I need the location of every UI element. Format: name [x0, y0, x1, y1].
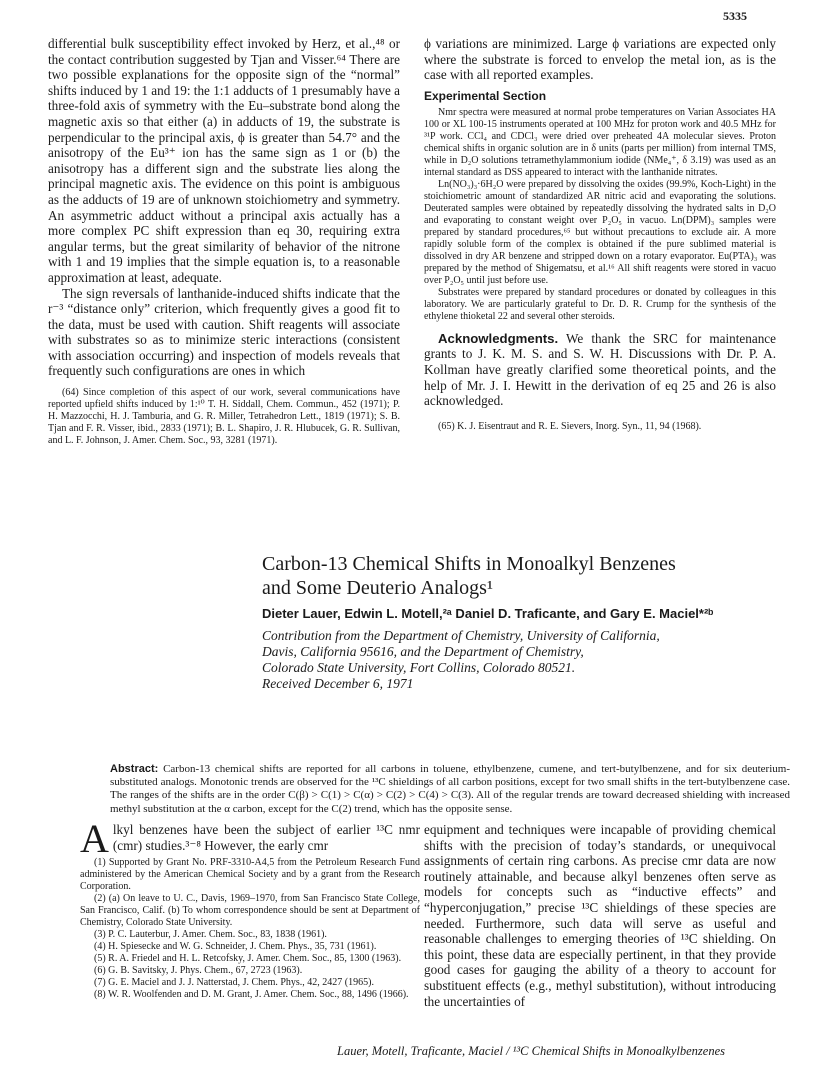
footnote-5: (5) R. A. Friedel and H. L. Retcofsky, J. Amer. Chem. Soc., 85, 1300 (1963).: [94, 953, 402, 965]
affiliation-line-3: Colorado State University, Fort Collins, Colorado 80521.: [262, 660, 576, 675]
author-list: Dieter Lauer, Edwin L. Motell,²ᵃ Daniel D. Traficante, and Gary E. Maciel*²ᵇ: [262, 606, 714, 621]
page-number: 5335: [723, 9, 747, 23]
affiliation-line-1: Contribution from the Department of Chemistry, University of California,: [262, 628, 660, 643]
abstract-text: Carbon-13 chemical shifts are reported for all carbons in toluene, ethylbenzene, cumene, and tert-butylbenzene, and for six deuterium-substituted analogs. Monotonic trends are observed for the ¹³C shieldings of all carbon positions, except for two small shifts in the tert-butylbenzene case. The ranges of the shifts are in the order C(β) > C(1) > C(α) > C(2) > C(4) > C(3). All of the regular trends are toward decreased shielding with increased methyl substitution at the α carbon, except for the C(2) trend, which has the opposite sense.: [110, 763, 790, 815]
affiliation: [262, 628, 660, 692]
right-column: [424, 36, 776, 433]
intro-left-text: lkyl benzenes have been the subject of earlier ¹³C nmr (cmr) studies.³⁻⁸ However, the early cmr: [112, 822, 420, 853]
acknowledgments-text: We thank the SRC for maintenance grants to J. K. M. S. and S. W. H. Discussions with Dr. P. A. Kollman have greatly clarified some theoretical points, and the help of Mr. J. I. Hewitt in the derivation of eq 25 and 26 is also acknowledged.: [424, 330, 776, 409]
footnote-65: (65) K. J. Eisentraut and R. E. Sievers, Inorg. Syn., 11, 94 (1968).: [438, 420, 702, 432]
drop-cap: A: [80, 816, 109, 861]
article-title: [262, 552, 676, 600]
footnote-64: (64) Since completion of this aspect of our work, several communications have reported upfield shifts induced by 1:¹⁰ T. H. Siddall, Chem. Commun., 452 (1971); P. H. Mazzocchi, H. J. Tamburia, and G. R. Miller, Tetrahedron Lett., 1819 (1971); S. B. Tjan and F. R. Visser, ibid., 2833 (1971); B. L. Shapiro, J. R. Hlubucek, G. R. Sullivan, and L. F. Johnson, J. Amer. Chem. Soc., 93, 3281 (1971).: [48, 387, 400, 447]
footnote-3: (3) P. C. Lauterbur, J. Amer. Chem. Soc., 83, 1838 (1961).: [94, 929, 327, 941]
article-title-line-1: Carbon-13 Chemical Shifts in Monoalkyl Benzenes: [262, 553, 676, 575]
intro-paragraph-right: equipment and techniques were incapable of providing chemical shifts with the precision of today’s standards, or unequivocal assignments of certain ring carbons. As precise cmr data are now routinely attainable, and because alkyl benzenes often serve as models for concepts such as “inductive effects” and “hyperconjugation,” precise ¹³C shieldings of these species are needed. Furthermore, such data will serve as useful and reasonable challenges to emerging theories of ¹³C shielding. On this point, these data are especially pertinent, in that they provide good cases for gauging the ability of a theory to account for substituent effects (e.g., methyl substitution), without introducing the uncertainties of: [424, 822, 776, 1009]
left-paragraph-2: The sign reversals of lanthanide-induced shifts indicate that the r⁻³ “distance only” criterion, which frequently gives a good fit to the data, must be used with caution. Shift reagents will associate with substrates so as to minimize steric interactions (consistent with association occurring) and inspection of models reveals that frequently such configurations are ones in which: [48, 285, 400, 379]
affiliation-line-2: Davis, California 95616, and the Department of Chemistry,: [262, 644, 584, 659]
footnote-8: (8) W. R. Woolfenden and D. M. Grant, J. Amer. Chem. Soc., 88, 1496 (1966).: [94, 989, 409, 1001]
experimental-section-heading: Experimental Section: [424, 88, 547, 103]
footnote-4: (4) H. Spiesecke and W. G. Schneider, J. Chem. Phys., 35, 731 (1961).: [94, 941, 377, 953]
footnote-7: (7) G. E. Maciel and J. J. Natterstad, J. Chem. Phys., 42, 2427 (1965).: [94, 977, 374, 989]
experimental-paragraph-1: Nmr spectra were measured at normal probe temperatures on Varian Associates HA 100 or XL 100-15 instruments operated at 100 MHz for proton work and 40.5 MHz for ³¹P work. CCl₄ and CDCl₃ were dried over preheated 4A molecular sieves. Proton chemical shifts in organic solution are in δ units (parts per million) from internal TMS, while in D₂O solutions tetramethylammonium iodide (NMe₄⁺, δ 3.19) was used as an internal standard as DSS appeared to interact with the lanthanide nitrates.: [424, 106, 776, 178]
abstract: [110, 763, 790, 816]
running-footer: Lauer, Motell, Traficante, Maciel / ¹³C Chemical Shifts in Monoalkylbenzenes: [337, 1044, 726, 1058]
acknowledgments-heading: Acknowledgments.: [438, 330, 559, 346]
acknowledgments: [424, 331, 776, 409]
intro-right-column: [424, 822, 776, 1009]
footnote-1: (1) Supported by Grant No. PRF-3310-A4,5 from the Petroleum Research Fund administered by the American Chemical Society and by a grant from the Research Corporation.: [80, 857, 420, 893]
left-paragraph-1: differential bulk susceptibility effect invoked by Herz, et al.,⁴⁸ or the contact contribution suggested by Tjan and Visser.⁶⁴ There are two possible explanations for the opposite sign of the “normal” shifts induced by 1 and 19: the 1:1 adducts of 1 presumably have a three-fold axis of symmetry with the Eu–substrate bond along the magnetic axis so that either (a) in adducts of 19, the substrate is perpendicular to the principal axis, ϕ is greater than 54.7° and the anisotropy of the Eu³⁺ ion has the same sign as 1 or (b) the anisotropy has a different sign and the substrate lies along the principal magnetic axis. The evidence on this point is ambiguous as the adducts of 19 are of unknown stoichiometry and symmetry. An asymmetric adduct without a principal axis actually has a more complex PC shift expression than eq 30, requiring extra angular terms, but the great similarity of behavior of the nitrone with 1 and 19 implies that the simple equation is, to a reasonable approximation at least, adequate.: [48, 36, 400, 285]
experimental-paragraph-2: Ln(NO₃)₃·6H₂O were prepared by dissolving the oxides (99.9%, Koch-Light) in the stoichiometric amount of standardized AR nitric acid and evaporating the solutions. Deuterated samples were obtained by repeatedly dissolving the hydrated salts in D₂O and evaporating to constant weight over P₂O₅ in vacuo. Ln(DPM)₃ samples were prepared by standard procedures,⁶⁵ but without precautions to exclude air. A more rapidly soluble form of the complex is obtained if the pure sublimed material is dissolved in dry AR benzene and stripped down on a rotary evaporator. Eu(PTA)₃ was prepared by the method of Shigematsu, et al.¹⁶ All shift reagents were stored in vacuo over P₂O₅ until just before use.: [424, 178, 776, 286]
footnote-6: (6) G. B. Savitsky, J. Phys. Chem., 67, 2723 (1963).: [94, 965, 303, 977]
left-column: [48, 36, 400, 447]
footnote-2: (2) (a) On leave to U. C., Davis, 1969–1970, from San Francisco State College, San Francisco, Calif. (b) To whom correspondence should be sent at Department of Chemistry, Colorado State University.: [80, 893, 420, 929]
article-title-line-2: and Some Deuterio Analogs¹: [262, 577, 493, 599]
right-paragraph-1: ϕ variations are minimized. Large ϕ variations are expected only where the substrate is forced to envelop the metal ion, as is the case with all reported examples.: [424, 36, 776, 83]
footnotes: [80, 857, 420, 1001]
intro-paragraph-left: [80, 816, 420, 861]
intro-left-column: [80, 816, 420, 1001]
received-date: Received December 6, 1971: [262, 676, 414, 691]
abstract-label: Abstract:: [110, 763, 159, 775]
experimental-paragraph-3: Substrates were prepared by standard procedures or donated by colleagues in this laboratory. We are particularly grateful to Dr. D. R. Crump for the synthesis of the ethylene thioketal 22 and several other steroids.: [424, 286, 776, 322]
